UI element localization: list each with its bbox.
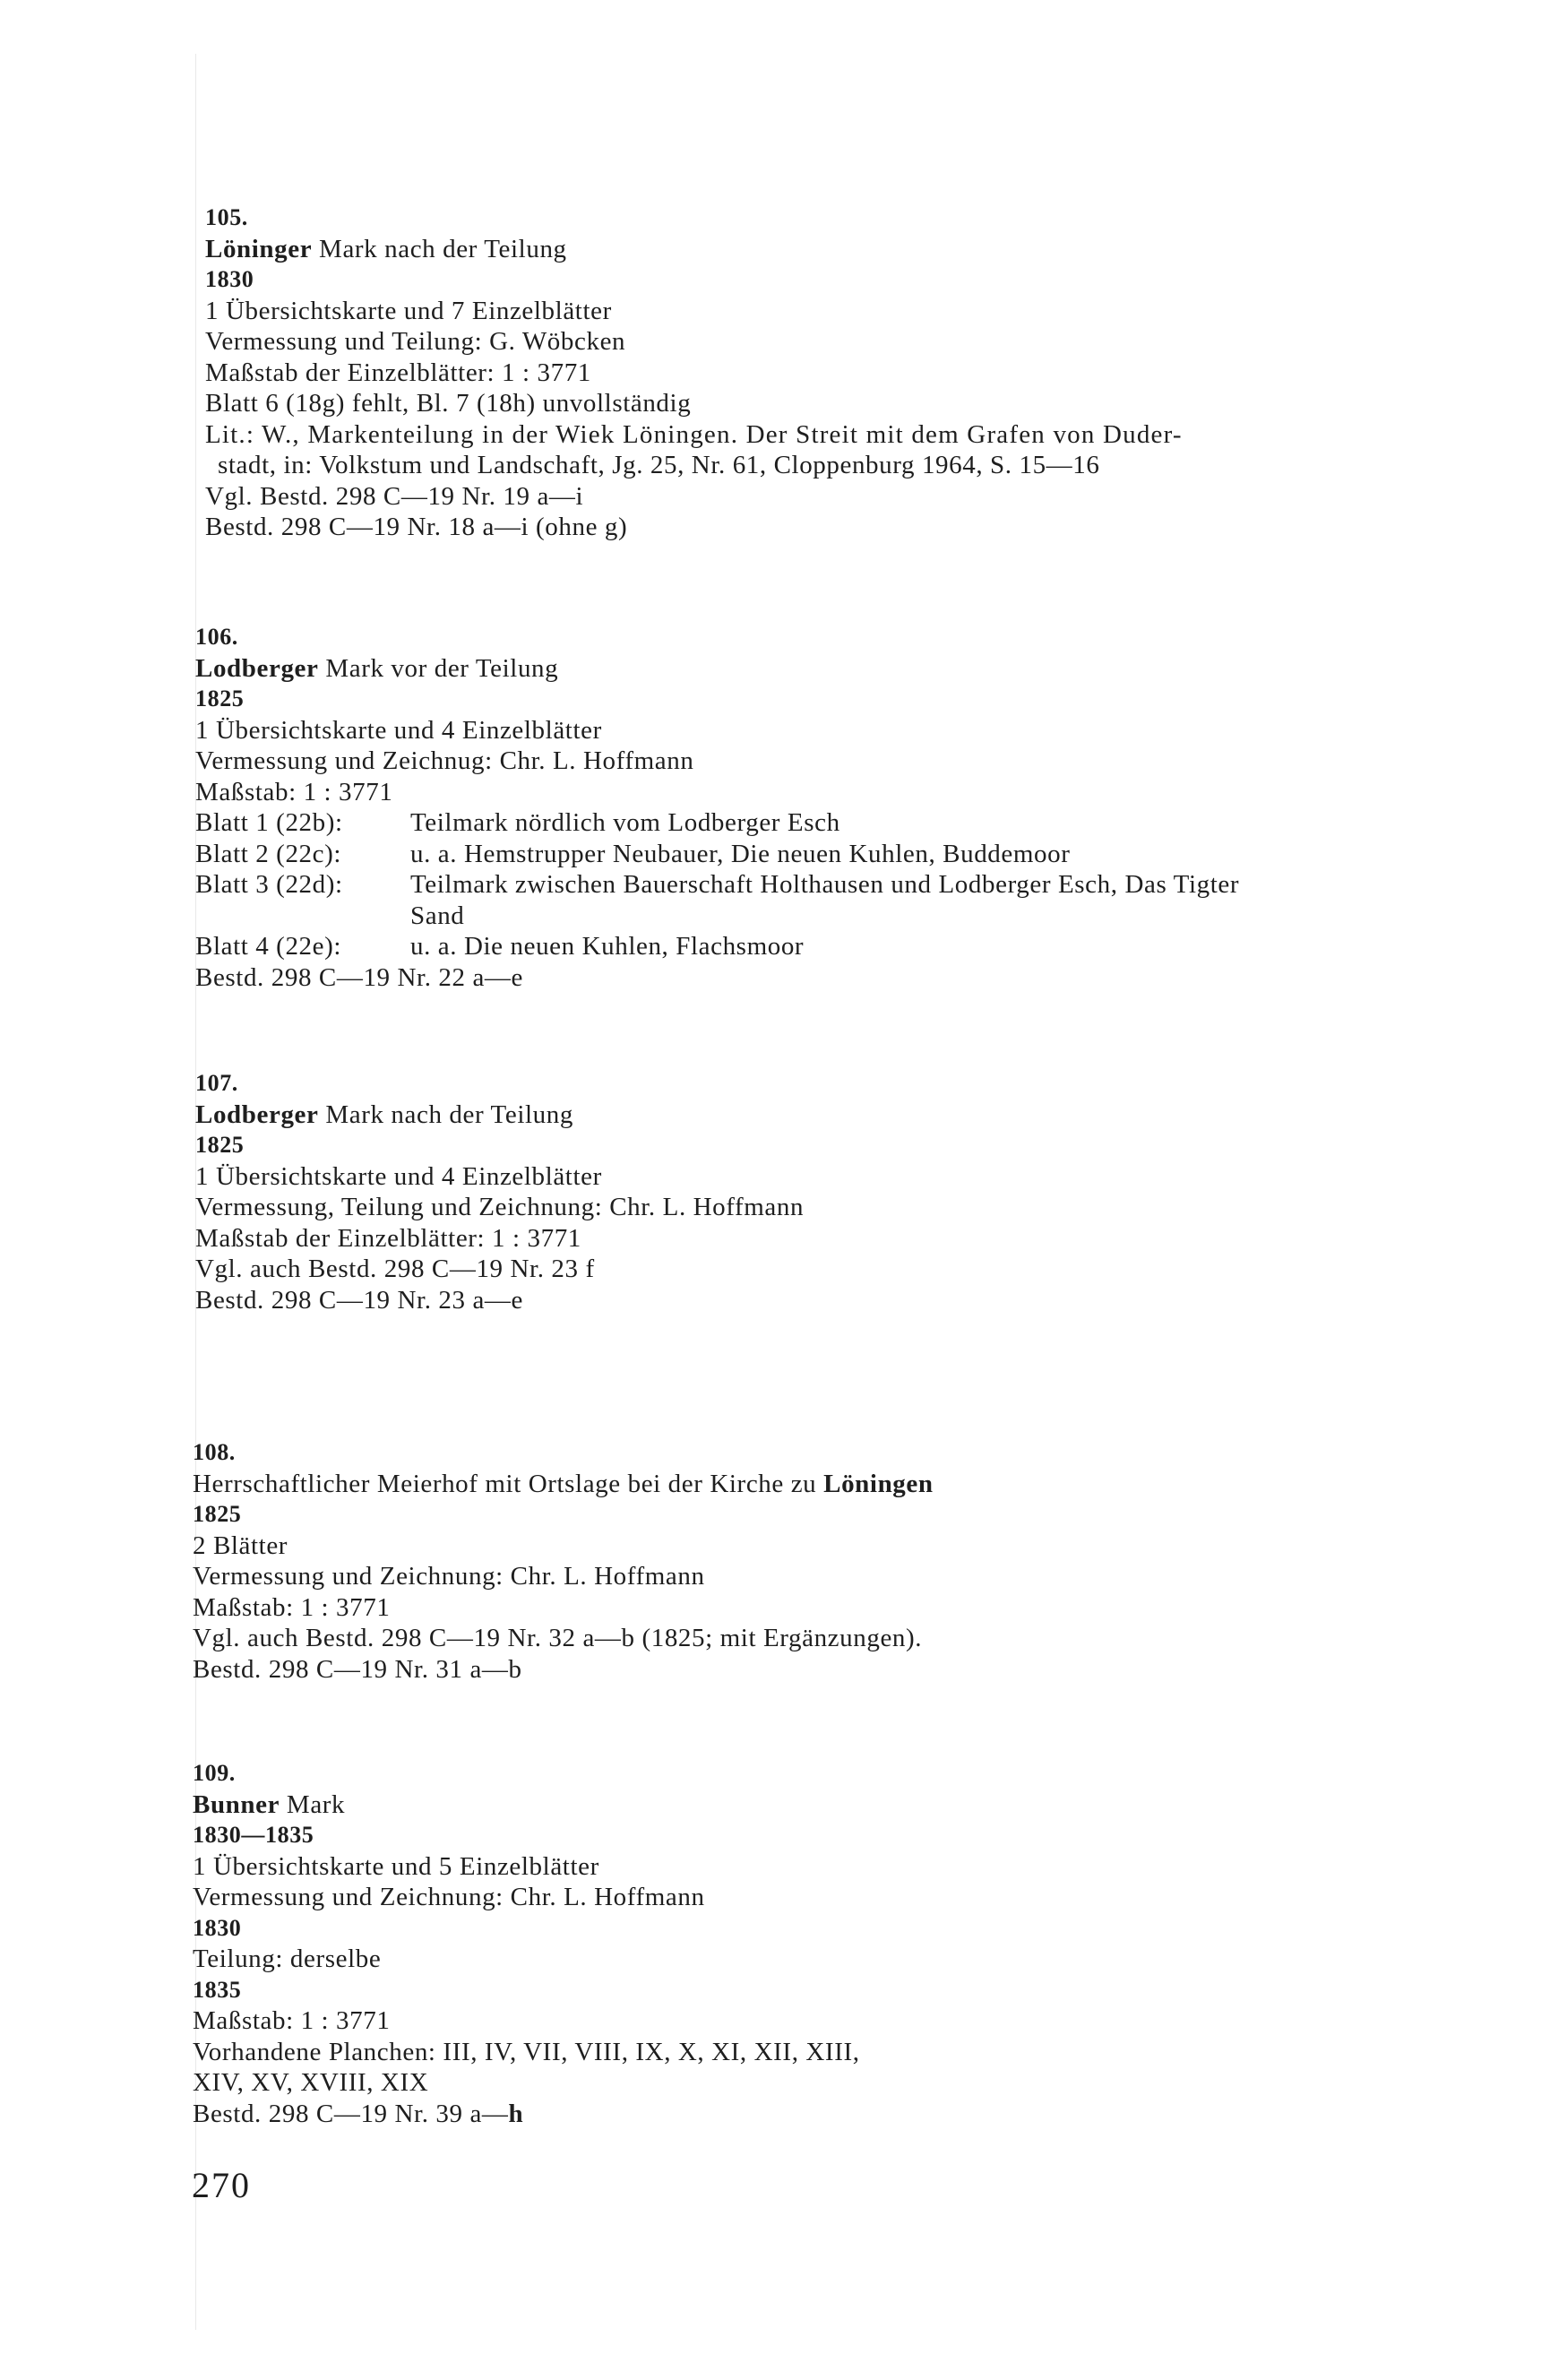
entry-number: 105.	[205, 204, 248, 230]
entry-place: Löningen	[823, 1469, 934, 1498]
entry-line: Vermessung, Teilung und Zeichnung: Chr. L. Hoffmann	[195, 1193, 805, 1221]
entry-number: 106.	[195, 624, 238, 650]
entry-title-rest: Mark vor der Teilung	[318, 653, 559, 683]
blatt-label: Blatt 3 (22d):	[195, 870, 343, 899]
entry-line: Bestd. 298 C—19 Nr. 31 a—b	[193, 1654, 522, 1684]
entry-place: Lodberger	[195, 1099, 319, 1129]
entry-title	[205, 234, 1513, 265]
entry-title-prefix: Herrschaftlicher Meierhof mit Ortslage bei der Kirche zu	[193, 1469, 824, 1498]
entry-line: 1 Übersichtskarte und 5 Einzelblätter	[193, 1851, 599, 1881]
entry-line: Maßstab: 1 : 3771	[193, 2006, 391, 2035]
entry-title	[195, 653, 1503, 685]
catalog-entry-107	[195, 1068, 1503, 1315]
entry-place: Lodberger	[195, 653, 319, 683]
blatt-description-line: Sand	[410, 901, 465, 930]
blatt-description-line: Teilmark zwischen Bauerschaft Holthausen und Lodberger Esch, Das Tigter	[410, 870, 1240, 899]
entry-year: 1835	[193, 1976, 242, 2003]
entry-year: 1830	[193, 1914, 242, 1941]
entry-line: Maßstab: 1 : 3771	[193, 1592, 391, 1622]
entry-line: Vermessung und Teilung: G. Wöbcken	[205, 327, 626, 356]
entry-title-rest: Mark	[280, 1789, 346, 1819]
blatt-label: Blatt 4 (22e):	[195, 932, 342, 961]
entry-line: Teilung: derselbe	[193, 1945, 382, 1973]
entry-line: Vgl. auch Bestd. 298 C—19 Nr. 32 a—b (1825; mit Ergänzungen).	[193, 1624, 923, 1652]
entry-year: 1825	[195, 686, 245, 711]
entry-line: Vermessung und Zeichnug: Chr. L. Hoffmann	[195, 746, 694, 775]
entry-line: Maßstab der Einzelblätter: 1 : 3771	[205, 358, 591, 387]
blatt-description: Teilmark nördlich vom Lodberger Esch	[410, 808, 840, 837]
entry-year: 1825	[193, 1501, 242, 1527]
blatt-row	[195, 839, 1503, 870]
entry-year: 1830	[205, 266, 254, 292]
entry-line: 1 Übersichtskarte und 7 Einzelblätter	[205, 296, 612, 325]
entry-number: 107.	[195, 1070, 238, 1096]
catalog-entry-108	[193, 1437, 1501, 1685]
entry-line: Vorhandene Planchen: III, IV, VII, VIII, IX, X, XI, XII, XIII,	[193, 2037, 860, 2066]
entry-line: Blatt 6 (18g) fehlt, Bl. 7 (18h) unvollständig	[205, 389, 692, 418]
entry-place: Bunner	[193, 1789, 280, 1819]
blatt-row	[195, 869, 1503, 931]
entry-line: 2 Blätter	[193, 1531, 288, 1560]
page-number: 270	[192, 2165, 251, 2205]
entry-literature-line-2: stadt, in: Volkstum und Landschaft, Jg. 25, Nr. 61, Cloppenburg 1964, S. 15—16	[218, 451, 1100, 479]
entry-line: Vgl. auch Bestd. 298 C—19 Nr. 23 f	[195, 1255, 595, 1283]
blatt-row	[195, 931, 1503, 962]
entry-line-bold-suffix: h	[508, 2099, 524, 2128]
entry-line: Bestd. 298 C—19 Nr. 18 a—i (ohne g)	[205, 513, 628, 541]
catalog-entry-109	[193, 1758, 1501, 2129]
entry-line: 1 Übersichtskarte und 4 Einzelblätter	[195, 1161, 602, 1191]
entry-line: XIV, XV, XVIII, XIX	[193, 2068, 429, 2097]
blatt-label: Blatt 2 (22c):	[195, 839, 342, 868]
entry-place: Löninger	[205, 234, 313, 263]
entry-line: Vermessung und Zeichnung: Chr. L. Hoffmann	[193, 1883, 705, 1911]
entry-title	[195, 1099, 1503, 1131]
entry-line-prefix: Bestd. 298 C—19 Nr. 39 a—	[193, 2099, 509, 2128]
catalog-entry-105	[205, 203, 1513, 543]
entry-line: 1 Übersichtskarte und 4 Einzelblätter	[195, 715, 602, 745]
entry-title	[193, 1789, 1501, 1821]
entry-number: 108.	[193, 1439, 236, 1465]
entry-line: Maßstab der Einzelblätter: 1 : 3771	[195, 1223, 581, 1253]
entry-title-rest: Mark nach der Teilung	[312, 234, 567, 263]
entry-year: 1825	[195, 1132, 245, 1158]
blatt-label: Blatt 1 (22b):	[195, 808, 343, 837]
entry-line: Maßstab: 1 : 3771	[195, 777, 393, 806]
blatt-description: u. a. Die neuen Kuhlen, Flachsmoor	[410, 932, 805, 961]
entry-line	[193, 2099, 1501, 2130]
blatt-row	[195, 807, 1503, 839]
entry-number: 109.	[193, 1760, 236, 1786]
entry-line: Vermessung und Zeichnung: Chr. L. Hoffmann	[193, 1562, 705, 1591]
entry-year: 1830—1835	[193, 1822, 314, 1848]
entry-title-rest: Mark nach der Teilung	[318, 1099, 573, 1129]
entry-line: Bestd. 298 C—19 Nr. 22 a—e	[195, 962, 523, 992]
catalog-entry-106	[195, 622, 1503, 993]
entry-title	[193, 1469, 1501, 1500]
entry-line: Bestd. 298 C—19 Nr. 23 a—e	[195, 1285, 523, 1315]
blatt-description: u. a. Hemstrupper Neubauer, Die neuen Kuhlen, Buddemoor	[410, 839, 1071, 868]
entry-literature-line-1: Lit.: W., Markenteilung in der Wiek Löningen. Der Streit mit dem Grafen von Duder-	[205, 419, 1183, 449]
entry-line: Vgl. Bestd. 298 C—19 Nr. 19 a—i	[205, 481, 584, 511]
blatt-description	[410, 869, 1414, 931]
